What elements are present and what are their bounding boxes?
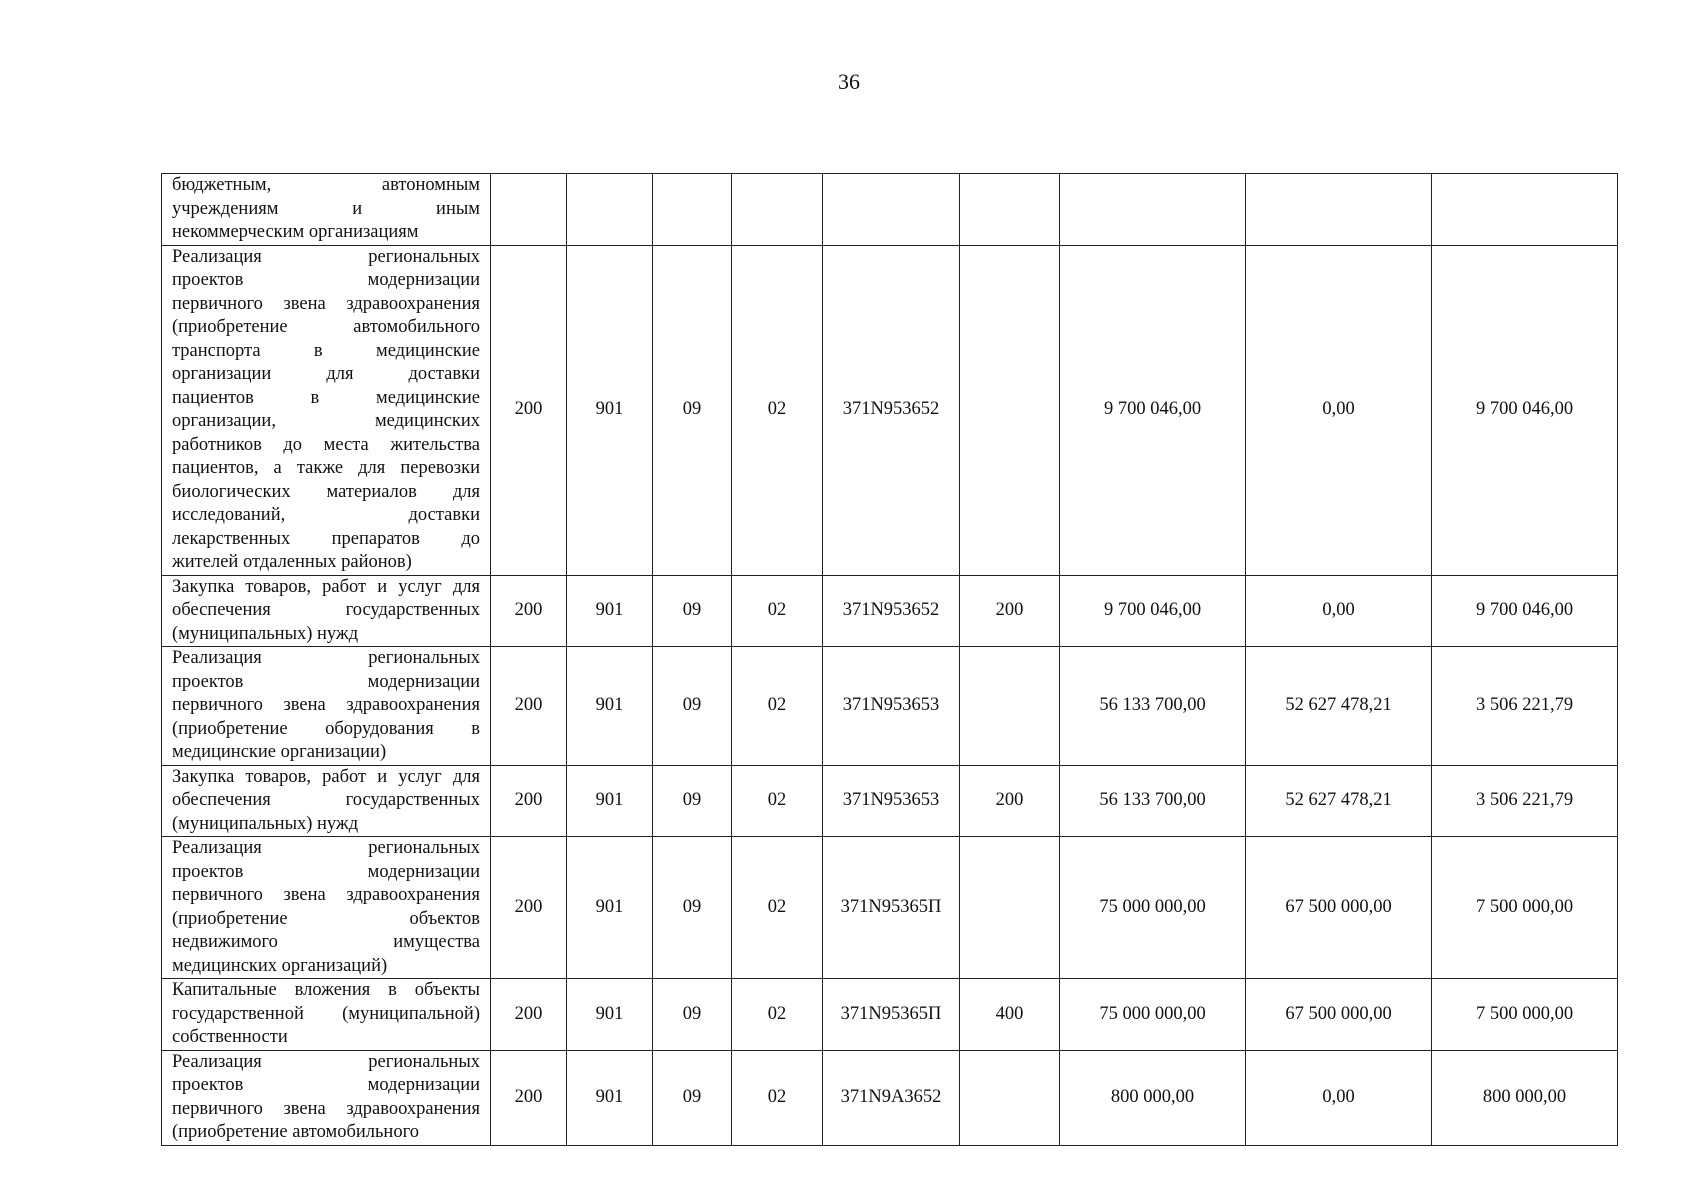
table-row [162,765,1618,837]
rz-code-cell [491,174,567,246]
expense-name-line: обеспечения государственных [172,790,480,810]
remainder-amount-cell [1432,174,1618,246]
remainder-amount-cell: 3 506 221,79 [1432,647,1618,766]
rz-code-cell: 200 [491,647,567,766]
expense-name-line: Реализация региональных [172,246,480,267]
ministry-code-cell: 901 [567,837,653,979]
expense-type-cell [960,837,1060,979]
expense-name-line: первичного звена здравоохранения [172,885,480,905]
expense-type-cell [960,1050,1060,1145]
ministry-code-cell: 901 [567,1050,653,1145]
executed-amount-cell: 52 627 478,21 [1246,647,1432,766]
expense-name-line: организации, медицинских [172,411,480,431]
expense-name-line: организации для доставки [172,364,480,384]
executed-amount-cell: 67 500 000,00 [1246,837,1432,979]
section-code-cell: 09 [653,1050,732,1145]
remainder-amount-cell: 800 000,00 [1432,1050,1618,1145]
plan-amount-cell: 56 133 700,00 [1060,647,1246,766]
plan-amount-cell: 9 700 046,00 [1060,245,1246,575]
target-article-cell: 371N953653 [823,765,960,837]
target-article-cell [823,174,960,246]
expense-name-line: проектов модернизации [172,861,480,882]
remainder-amount-cell: 3 506 221,79 [1432,765,1618,837]
rz-code-cell: 200 [491,979,567,1051]
expense-name-cell [162,647,491,766]
subsection-code-cell: 02 [732,245,823,575]
expense-name-line: (приобретение автомобильного [172,317,480,337]
expense-name-line: Реализация региональных [172,1051,480,1072]
expense-type-cell [960,647,1060,766]
subsection-code-cell: 02 [732,837,823,979]
remainder-amount-cell: 7 500 000,00 [1432,837,1618,979]
executed-amount-cell: 52 627 478,21 [1246,765,1432,837]
expense-type-cell: 400 [960,979,1060,1051]
expense-name-line: учреждениям и иным [172,198,480,219]
table-row [162,575,1618,647]
ministry-code-cell: 901 [567,575,653,647]
expense-name-line: Капитальные вложения в объекты [172,980,480,1000]
ministry-code-cell: 901 [567,979,653,1051]
table-row [162,837,1618,979]
expense-name-cell [162,245,491,575]
expense-name-line: медицинских организаций) [172,955,388,976]
expense-type-cell [960,245,1060,575]
expense-name-line: медицинские организации) [172,742,387,762]
expense-name-line: государственной (муниципальной) [172,1003,480,1024]
section-code-cell: 09 [653,979,732,1051]
remainder-amount-cell: 9 700 046,00 [1432,245,1618,575]
executed-amount-cell: 0,00 [1246,245,1432,575]
expense-type-cell [960,174,1060,246]
expense-name-line: некоммерческим организациям [172,222,419,242]
table-body [162,174,1618,1146]
target-article-cell: 371N953653 [823,647,960,766]
plan-amount-cell: 56 133 700,00 [1060,765,1246,837]
ministry-code-cell: 901 [567,647,653,766]
expense-name-cell [162,979,491,1051]
expense-name-line: пациентов в медицинские [172,387,480,408]
target-article-cell: 371N95365П [823,979,960,1051]
rz-code-cell: 200 [491,765,567,837]
section-code-cell [653,174,732,246]
section-code-cell: 09 [653,245,732,575]
expense-name-line: Закупка товаров, работ и услуг для [172,766,480,787]
expense-name-line: проектов модернизации [172,1075,480,1095]
expense-name-line: (приобретение автомобильного [172,1122,419,1142]
expense-name-line: недвижимого имущества [172,932,480,952]
expense-name-line: первичного звена здравоохранения [172,1098,480,1119]
table-row [162,1050,1618,1145]
expense-type-cell: 200 [960,575,1060,647]
expense-name-line: пациентов, а также для перевозки [172,458,480,478]
target-article-cell: 371N9A3652 [823,1050,960,1145]
expense-name-cell [162,1050,491,1145]
expense-name-line: биологических материалов для [172,481,480,502]
expense-name-cell [162,837,491,979]
expense-name-line: исследований, доставки [172,505,480,525]
subsection-code-cell [732,174,823,246]
target-article-cell: 371N953652 [823,575,960,647]
ministry-code-cell: 901 [567,765,653,837]
expense-name-line: первичного звена здравоохранения [172,695,480,715]
ministry-code-cell [567,174,653,246]
subsection-code-cell: 02 [732,765,823,837]
remainder-amount-cell: 9 700 046,00 [1432,575,1618,647]
rz-code-cell: 200 [491,837,567,979]
expense-name-line: (муниципальных) нужд [172,813,359,834]
expense-name-line: (муниципальных) нужд [172,623,359,644]
plan-amount-cell: 75 000 000,00 [1060,837,1246,979]
expense-name-cell [162,765,491,837]
rz-code-cell: 200 [491,245,567,575]
expense-name-line: собственности [172,1027,288,1047]
section-code-cell: 09 [653,647,732,766]
plan-amount-cell: 800 000,00 [1060,1050,1246,1145]
expense-name-line: проектов модернизации [172,671,480,692]
expense-name-line: работников до места жительства [172,434,480,455]
expense-name-line: Реализация региональных [172,648,480,668]
plan-amount-cell: 75 000 000,00 [1060,979,1246,1051]
expense-name-line: Реализация региональных [172,838,480,858]
executed-amount-cell: 67 500 000,00 [1246,979,1432,1051]
expense-name-line: (приобретение объектов [172,908,480,929]
section-code-cell: 09 [653,837,732,979]
expense-name-line: первичного звена здравоохранения [172,293,480,314]
plan-amount-cell: 9 700 046,00 [1060,575,1246,647]
expense-name-cell [162,174,491,246]
rz-code-cell: 200 [491,1050,567,1145]
executed-amount-cell [1246,174,1432,246]
expense-name-line: (приобретение оборудования в [172,718,480,739]
subsection-code-cell: 02 [732,575,823,647]
expense-type-cell: 200 [960,765,1060,837]
subsection-code-cell: 02 [732,647,823,766]
ministry-code-cell: 901 [567,245,653,575]
subsection-code-cell: 02 [732,979,823,1051]
target-article-cell: 371N95365П [823,837,960,979]
budget-table [161,173,1618,1146]
executed-amount-cell: 0,00 [1246,1050,1432,1145]
table-row [162,245,1618,575]
expense-name-cell [162,575,491,647]
expense-name-line: проектов модернизации [172,270,480,290]
expense-name-line: бюджетным, автономным [172,175,480,195]
section-code-cell: 09 [653,575,732,647]
expense-name-line: обеспечения государственных [172,600,480,620]
expense-name-line: транспорта в медицинские [172,340,480,361]
table-row [162,647,1618,766]
plan-amount-cell [1060,174,1246,246]
target-article-cell: 371N953652 [823,245,960,575]
expense-name-line: Закупка товаров, работ и услуг для [172,576,480,597]
subsection-code-cell: 02 [732,1050,823,1145]
expense-name-line: жителей отдаленных районов) [172,552,412,572]
rz-code-cell: 200 [491,575,567,647]
remainder-amount-cell: 7 500 000,00 [1432,979,1618,1051]
table-row [162,979,1618,1051]
executed-amount-cell: 0,00 [1246,575,1432,647]
expense-name-line: лекарственных препаратов до [172,528,480,549]
section-code-cell: 09 [653,765,732,837]
page-number: 36 [838,69,860,94]
table-row [162,174,1618,246]
